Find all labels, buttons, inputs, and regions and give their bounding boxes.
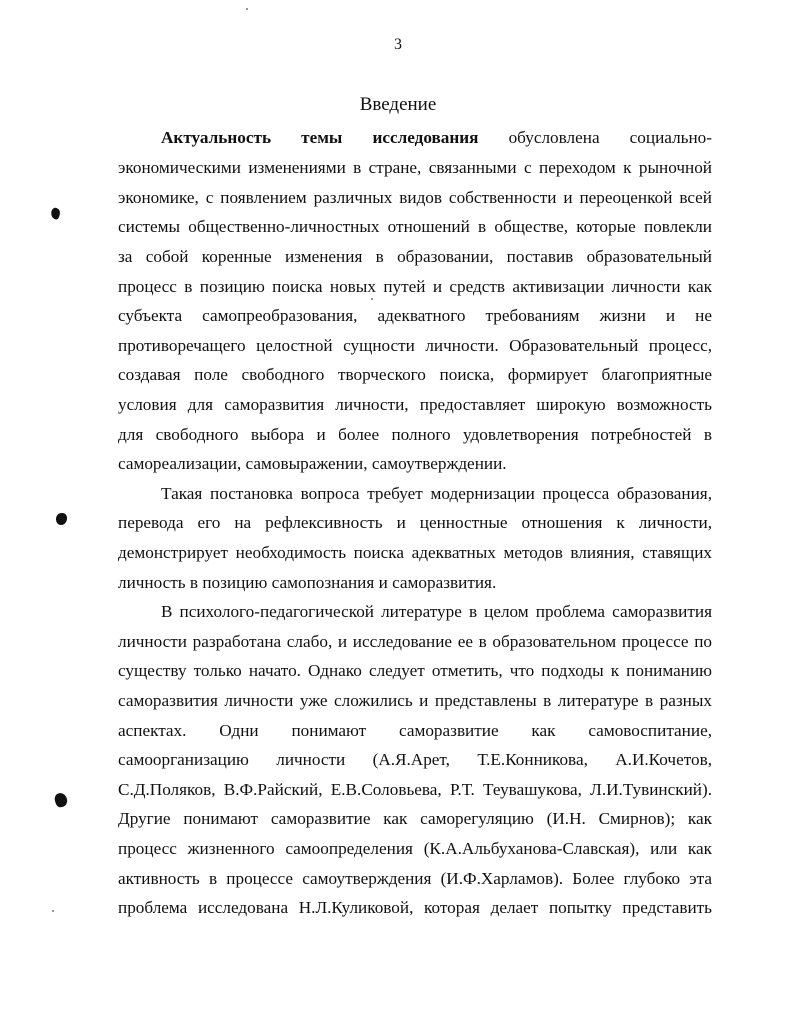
text-line: саморазвития личности уже сложились и представлены в литературе в разных xyxy=(118,691,712,710)
text-line: проблема исследована Н.Л.Куликовой, которая делает попытку представить xyxy=(118,898,712,917)
text-line: субъекта самопреобразования, адекватного требованиям жизни и не xyxy=(118,306,712,325)
bold-term-3: исследования xyxy=(372,128,479,147)
text-line: процесс жизненного самоопределения (К.А.Альбуханова-Славская), или как xyxy=(118,839,712,858)
text-line: за собой коренные изменения в образовании, поставив образовательный xyxy=(118,247,712,266)
text-line: активность в процессе самоутверждения (И.Ф.Харламов). Более глубоко эта xyxy=(118,869,712,888)
bold-term-2: темы xyxy=(301,128,343,147)
text-line: условия для саморазвития личности, предоставляет широкую возможность xyxy=(118,395,712,414)
page-number: 3 xyxy=(394,36,402,53)
text-line: Другие понимают саморазвитие как саморегуляцию (И.Н. Смирнов); как xyxy=(118,809,712,828)
text-line: демонстрирует необходимость поиска адекватных методов влияния, ставящих xyxy=(118,543,712,562)
text-line: самореализации, самовыражении, самоутверждении. xyxy=(118,454,507,473)
text-run: обусловлена социально- xyxy=(508,128,712,147)
scan-mark xyxy=(53,792,68,809)
text-line: личность в позицию самопознания и саморазвития. xyxy=(118,573,497,592)
text-line: существу только начато. Однако следует отметить, что подходы к пониманию xyxy=(118,661,712,680)
text-line: процесс в позицию поиска новых путей и средств активизации личности как xyxy=(118,277,712,296)
text-line: экономике, с появлением различных видов собственности и переоценкой всей xyxy=(118,188,712,207)
scan-mark xyxy=(49,207,61,220)
text-line: самоорганизацию личности (А.Я.Арет, Т.Е.Конникова, А.И.Кочетов, xyxy=(118,750,712,769)
text-line: перевода его на рефлексивность и ценностные отношения к личности, xyxy=(118,513,712,532)
section-heading: Введение xyxy=(359,94,437,115)
text-line: создавая поле свободного творческого поиска, формирует благоприятные xyxy=(118,365,712,384)
scan-speck xyxy=(246,8,248,10)
bold-term-1: Актуальность xyxy=(161,128,272,147)
text-line: В психолого-педагогической литературе в целом проблема саморазвития xyxy=(161,602,712,621)
scan-speck xyxy=(371,298,373,300)
text-line: для свободного выбора и более полного удовлетворения потребностей в xyxy=(118,425,712,444)
text-line: Такая постановка вопроса требует модернизации процесса образования, xyxy=(161,484,712,503)
text-line: противоречащего целостной сущности личности. Образовательный процесс, xyxy=(118,336,712,355)
text-line-1 xyxy=(161,127,712,149)
scan-speck xyxy=(52,910,54,912)
text-line: С.Д.Поляков, В.Ф.Райский, Е.В.Соловьева, Р.Т. Теувашукова, Л.И.Тувинский). xyxy=(118,780,712,799)
scan-mark xyxy=(56,513,67,525)
text-line: экономическими изменениями в стране, связанными с переходом к рыночной xyxy=(118,158,712,177)
text-line: личности разработана слабо, и исследование ее в образовательном процессе по xyxy=(118,632,712,651)
text-line: системы общественно-личностных отношений в обществе, которые повлекли xyxy=(118,217,712,236)
text-line: аспектах. Одни понимают саморазвитие как самовоспитание, xyxy=(118,721,712,740)
